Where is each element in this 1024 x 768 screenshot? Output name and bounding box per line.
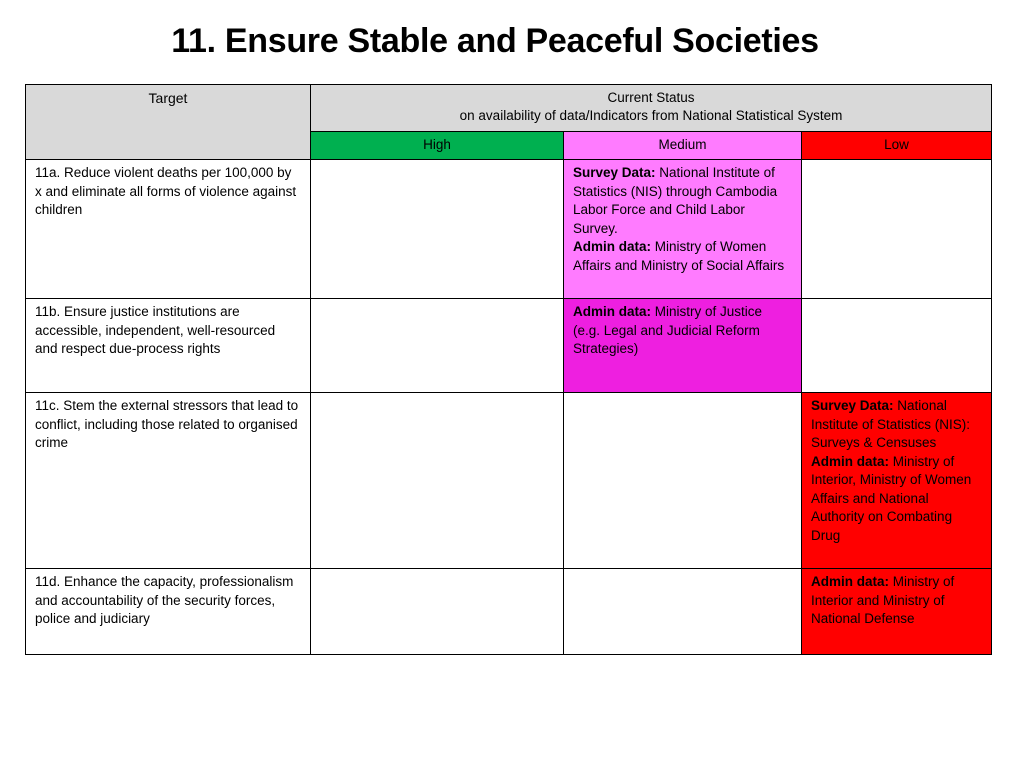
level-header-high: High [311, 132, 564, 160]
low-cell [802, 569, 992, 655]
table-row [26, 299, 992, 393]
slide-title: 11. Ensure Stable and Peaceful Societies [171, 22, 819, 60]
table-row [26, 569, 992, 655]
survey-data-text: National Institute of Statistics (NIS): Surveys & Censuses [811, 398, 971, 450]
level-header-low: Low [802, 132, 992, 160]
low-cell [802, 299, 992, 393]
admin-data-label: Admin data: [811, 453, 890, 469]
current-status-subtitle: on availability of data/Indicators from National Statistical System [459, 108, 843, 123]
medium-cell [564, 299, 802, 393]
target-cell: 11d. Enhance the capacity, professionalism and accountability of the security forces, police and judiciary [26, 569, 311, 655]
survey-data-label: Survey Data: [811, 398, 894, 413]
table-row [26, 160, 992, 299]
high-cell [311, 393, 564, 569]
level-header-medium: Medium [564, 132, 802, 160]
medium-cell [564, 569, 802, 655]
current-status-title: Current Status [607, 90, 695, 105]
high-cell [311, 569, 564, 655]
admin-data-text: Ministry of Interior, Ministry of Women Affairs and National Authority on Combating Drug [811, 453, 972, 543]
survey-data-text: National Institute of Statistics (NIS) through Cambodia Labor Force and Child Labor Survey. [573, 165, 778, 236]
admin-data-label: Admin data: [573, 304, 652, 319]
admin-data-text: Ministry of Interior and Ministry of National Defense [811, 574, 955, 626]
medium-cell [564, 393, 802, 569]
target-cell: 11b. Ensure justice institutions are accessible, independent, well-resourced and respect due-process rights [26, 299, 311, 393]
high-cell [311, 160, 564, 299]
low-cell [802, 393, 992, 569]
target-cell: 11c. Stem the external stressors that lead to conflict, including those related to organised crime [26, 393, 311, 569]
high-cell [311, 299, 564, 393]
admin-data-label: Admin data: [573, 239, 652, 254]
header-row-status [26, 85, 992, 132]
current-status-header [311, 85, 992, 132]
admin-data-text: Ministry of Women Affairs and Ministry of Social Affairs [573, 239, 785, 273]
table-row [26, 393, 992, 569]
target-cell: 11a. Reduce violent deaths per 100,000 by x and eliminate all forms of violence against children [26, 160, 311, 299]
survey-data-label: Survey Data: [573, 165, 656, 180]
admin-data-label: Admin data: [811, 574, 890, 589]
target-column-header: Target [26, 85, 311, 160]
medium-cell [564, 160, 802, 299]
low-cell [802, 160, 992, 299]
admin-data-text: Ministry of Justice (e.g. Legal and Judicial Reform Strategies) [573, 304, 763, 356]
data-availability-table [25, 84, 992, 655]
